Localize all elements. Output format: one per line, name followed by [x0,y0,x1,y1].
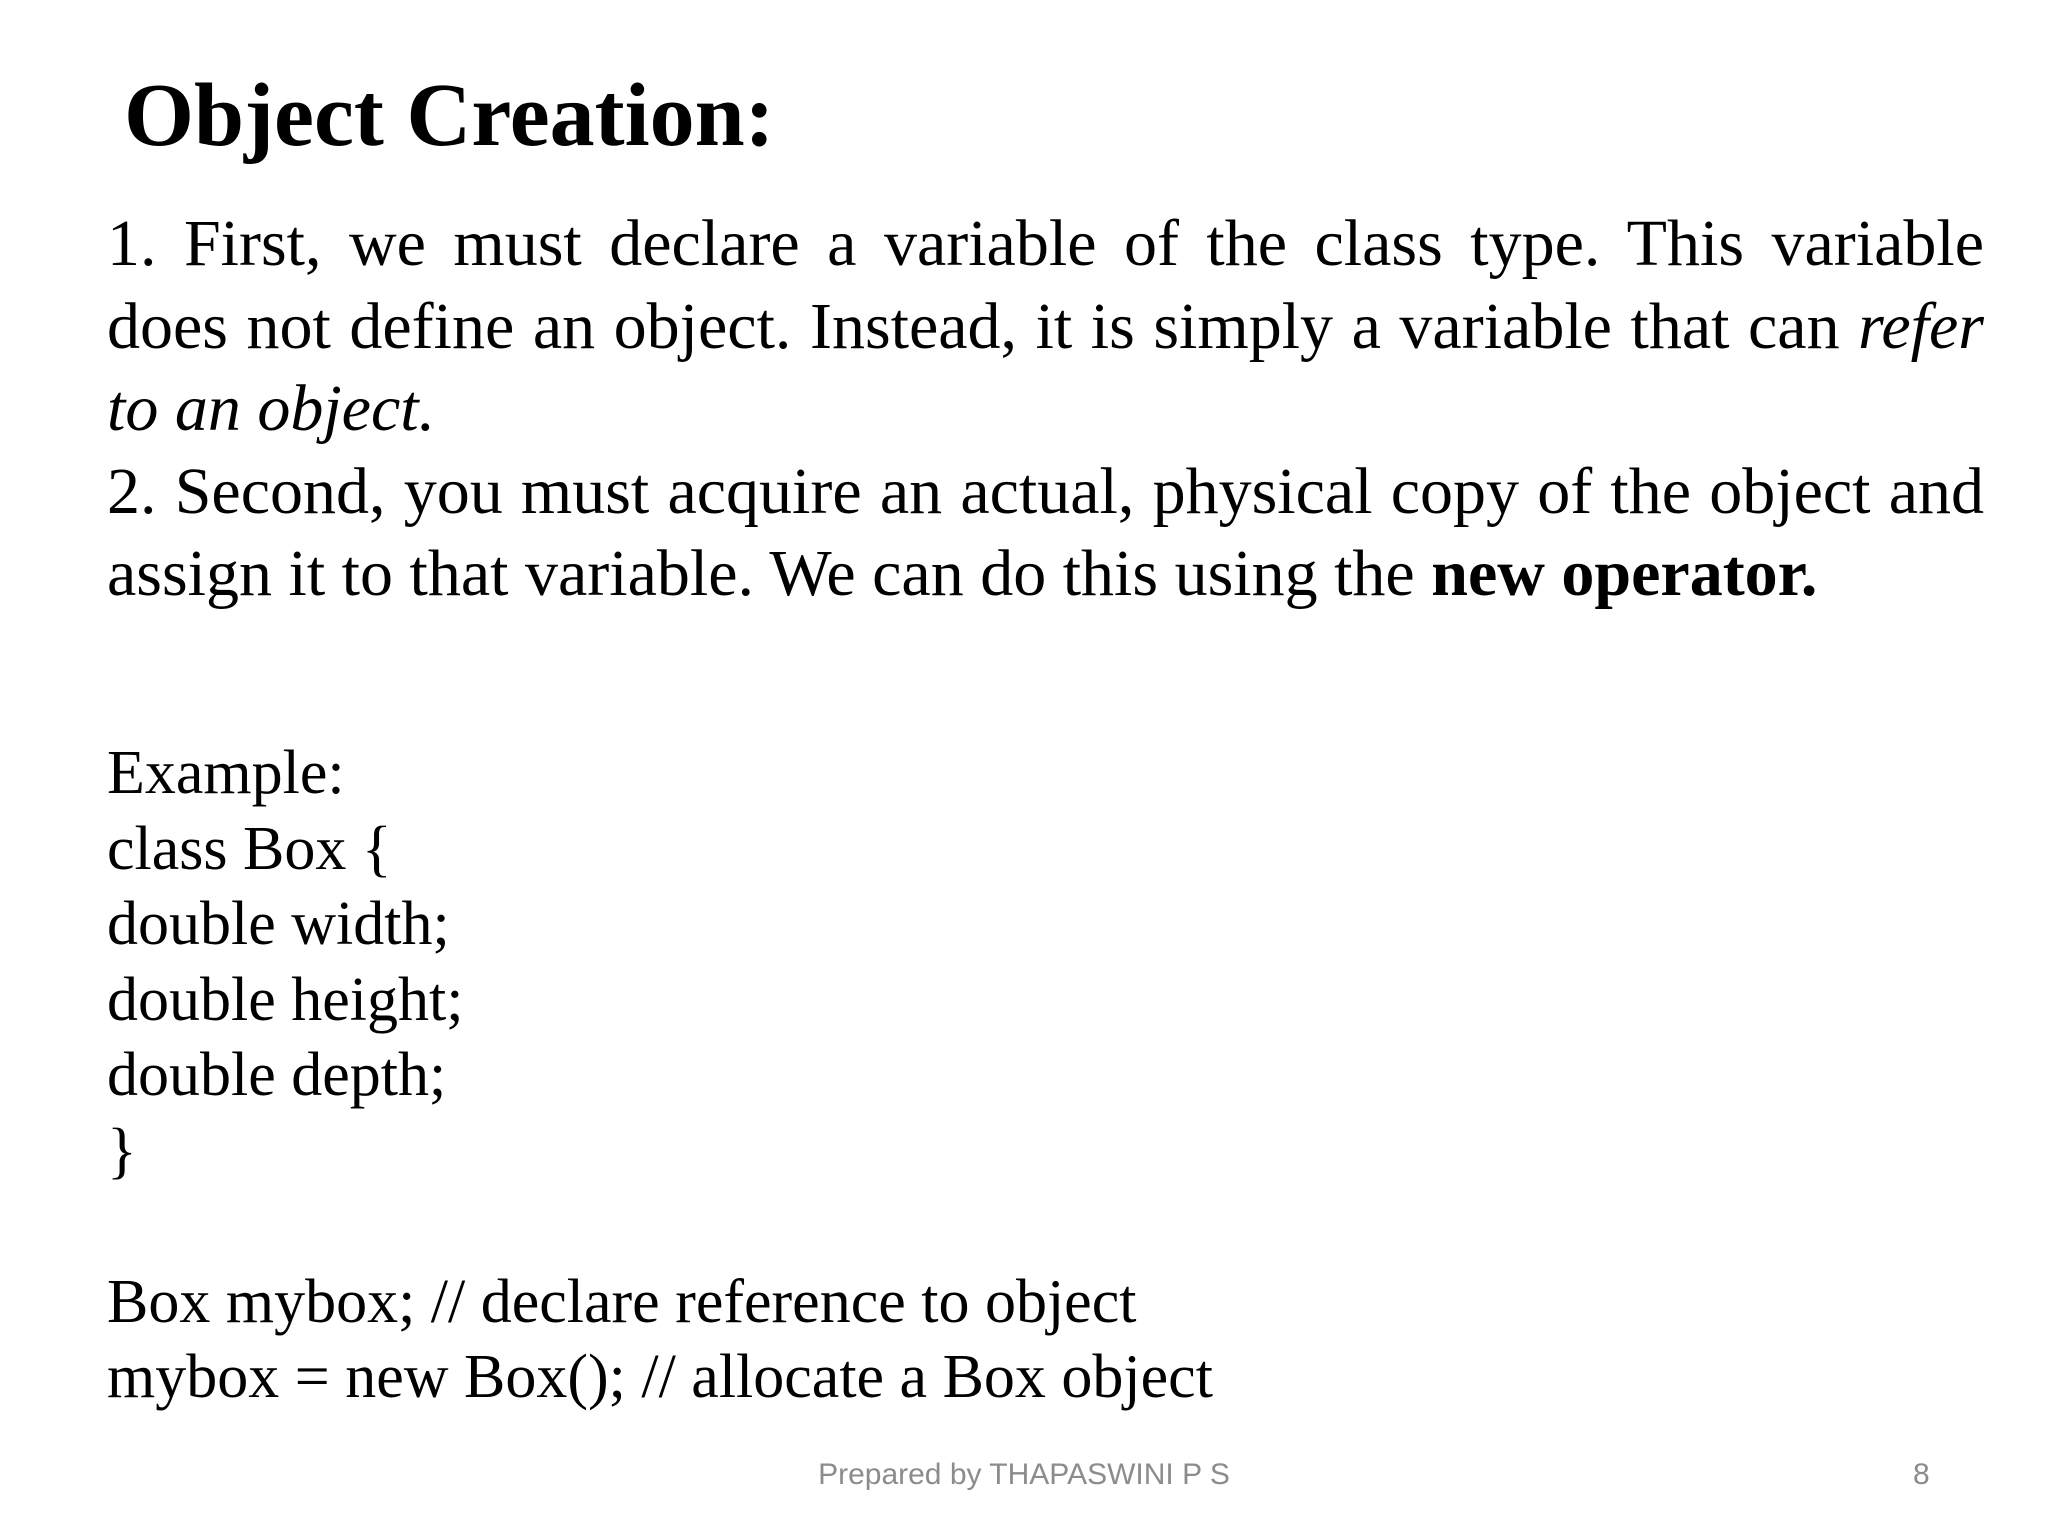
point-1 [107,203,1984,451]
code-line [107,1189,1213,1265]
code-line: double width; [107,890,450,958]
code-example [107,736,1213,1416]
slide-title: Object Creation: [124,66,775,165]
code-line: } [107,1116,137,1185]
code-line: double depth; [107,1041,447,1109]
code-line: Example: [107,739,345,807]
code-line: double height; [107,965,464,1034]
point-2-bold: new operator. [1431,537,1818,610]
point-1-text: 1. First, we must declare a variable of the class type. This variable does not define an object. Instead, it is simply a variable that can [107,207,1984,363]
point-2 [107,451,1984,616]
code-line: Box mybox; // declare reference to object [107,1267,1137,1336]
slide-footer: Prepared by THAPASWINI P S [818,1458,1230,1491]
page-number: 8 [1913,1458,1930,1491]
point-2-text: 2. Second, you must acquire an actual, physical copy of the object and assign it to that variable. We can do this using the [107,454,1984,610]
code-line: class Box { [107,814,392,883]
code-line: mybox = new Box(); // allocate a Box object [107,1343,1213,1411]
point-1-italic: refer to an object. [107,289,1984,445]
slide-body [107,203,1984,616]
